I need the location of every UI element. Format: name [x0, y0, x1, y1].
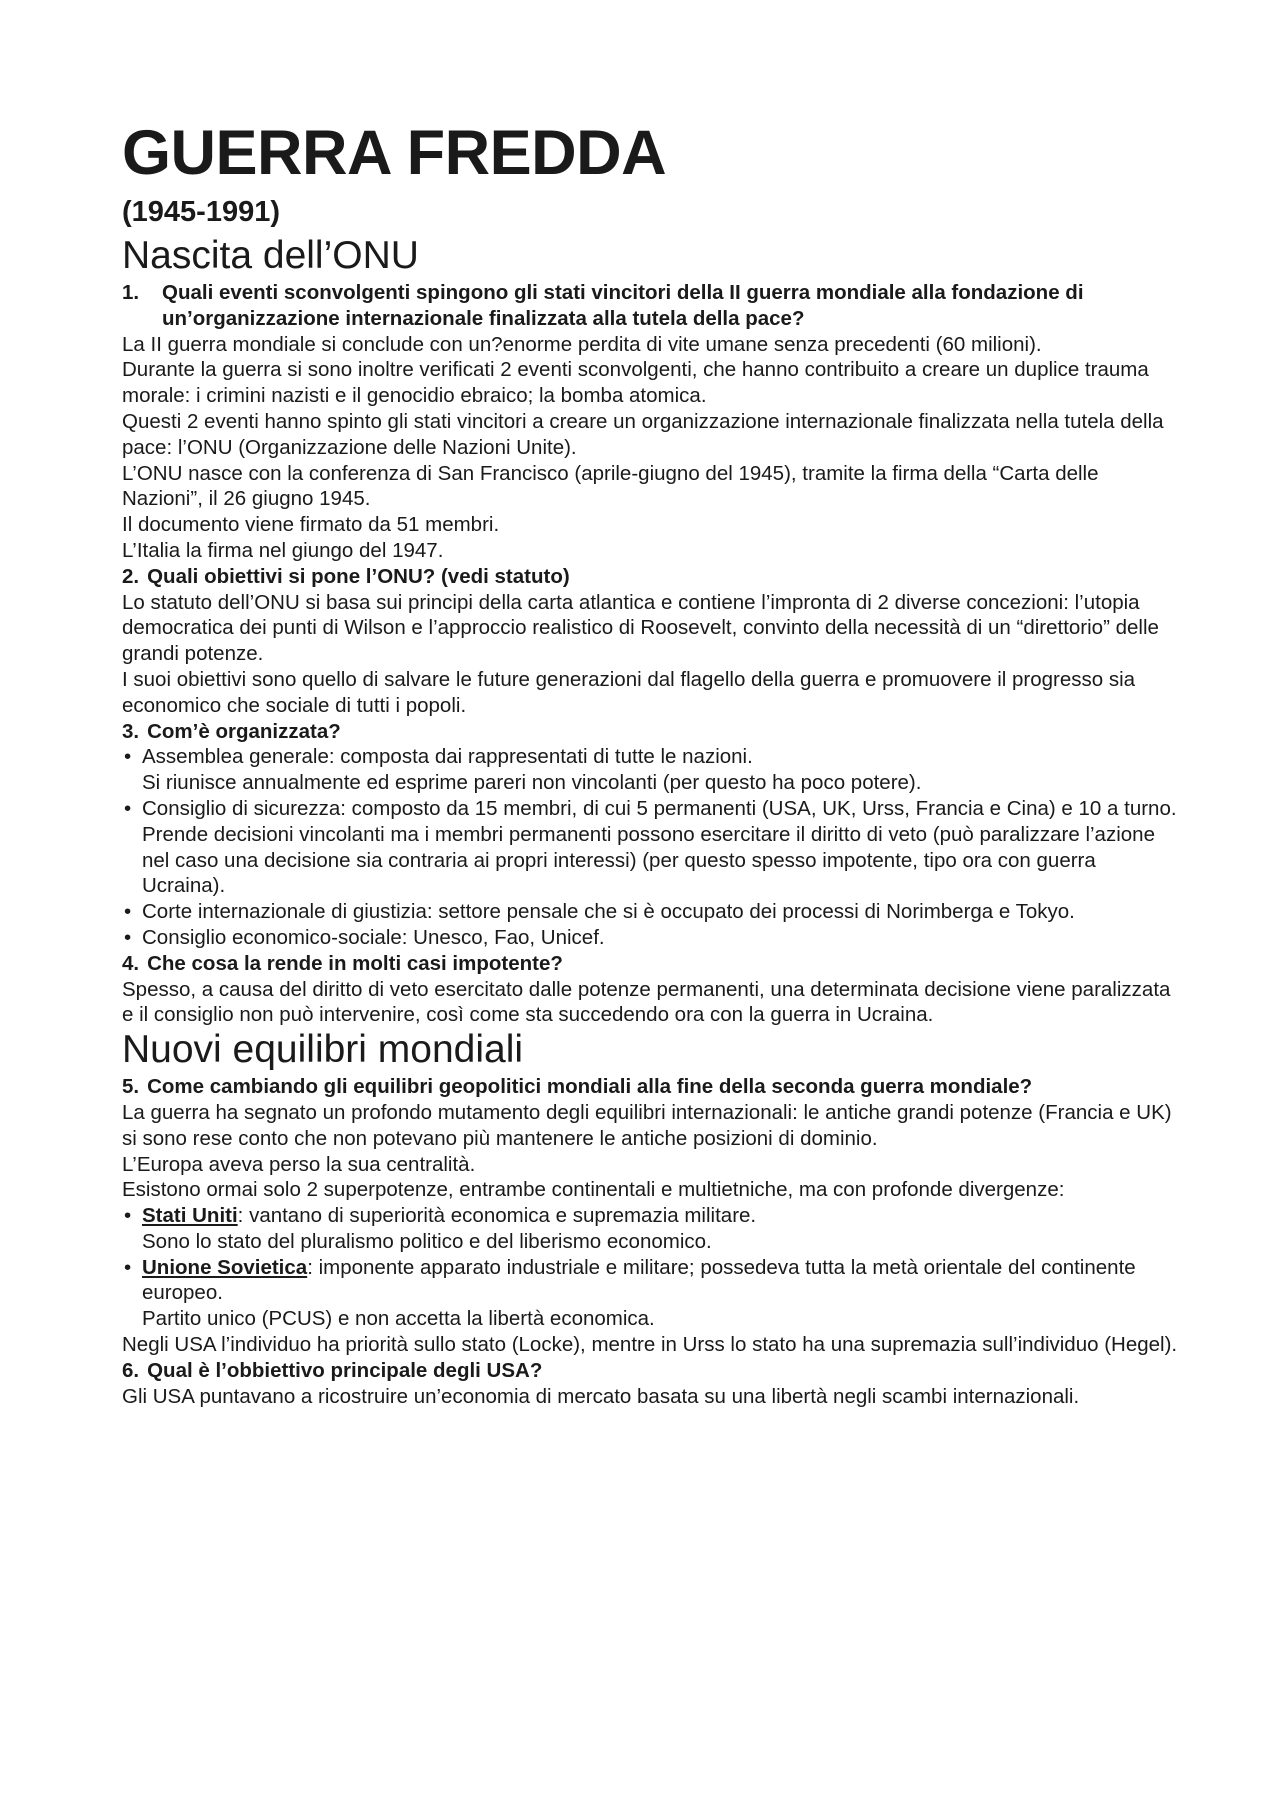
paragraph: Esistono ormai solo 2 superpotenze, entrambe continentali e multietniche, ma con profonde divergenze: — [122, 1178, 1065, 1202]
document-dates: (1945-1991) — [122, 196, 280, 228]
question-6 — [122, 1358, 1180, 1384]
paragraph: La guerra ha segnato un profondo mutamento degli equilibri internazionali: le antiche grandi potenze (Francia e UK) si sono rese conto che non potevano più mantenere le antiche posizioni di dominio. — [122, 1100, 1172, 1150]
list-item-detail: Prende decisioni vincolanti ma i membri permanenti possono esercitare il diritto di veto (può paralizzare l’azione nel caso una decisione sia contraria ai propri interessi) (per questo spesso impotente, tipo ora con guerra Ucraina). — [142, 822, 1155, 898]
list-item — [122, 925, 1180, 951]
question-5 — [122, 1074, 1180, 1100]
paragraph: Spesso, a causa del diritto di veto esercitato dalle potenze permanenti, una determinata decisione viene paralizzata e il consiglio non può intervenire, così come sta succedendo ora con la guerra in Ucraina. — [122, 977, 1171, 1027]
question-number: 2. — [122, 564, 140, 588]
term-description: : vantano di superiorità economica e supremazia militare. — [237, 1204, 757, 1228]
question-4 — [122, 951, 1180, 977]
paragraph: L’Europa aveva perso la sua centralità. — [122, 1152, 476, 1176]
list-item — [122, 796, 1180, 899]
question-number: 1. — [122, 281, 140, 304]
question-text: Che cosa la rende in molti casi impotente? — [147, 951, 563, 975]
list-item-text — [142, 1203, 1180, 1229]
paragraph: Durante la guerra si sono inoltre verificati 2 eventi sconvolgenti, che hanno contribuito a creare un duplice trauma morale: i crimini nazisti e il genocidio ebraico; la bomba atomica. — [122, 358, 1149, 408]
question-number: 4. — [122, 951, 140, 975]
paragraph: L’ONU nasce con la conferenza di San Francisco (aprile-giugno del 1945), tramite la firma della “Carta delle Nazioni”, il 26 giugno 1945. — [122, 461, 1099, 511]
list-item — [122, 1255, 1180, 1332]
term-stati-uniti: Stati Uniti — [142, 1204, 238, 1228]
organs-list — [122, 744, 1180, 950]
question-text: Quali eventi sconvolgenti spingono gli stati vincitori della II guerra mondiale alla fondazione di un’organizzazione internazionale finalizzata alla tutela della pace? — [162, 281, 1084, 330]
paragraph: Questi 2 eventi hanno spinto gli stati vincitori a creare un organizzazione internazionale finalizzata nella tutela della pace: l’ONU (Organizzazione delle Nazioni Unite). — [122, 409, 1164, 459]
question-text: Come cambiando gli equilibri geopolitici mondiali alla fine della seconda guerra mondiale? — [147, 1075, 1033, 1099]
paragraph: La II guerra mondiale si conclude con un?enorme perdita di vite umane senza precedenti (60 milioni). — [122, 332, 1042, 356]
question-number: 3. — [122, 719, 140, 743]
list-item-detail: Sono lo stato del pluralismo politico e del liberismo economico. — [142, 1229, 712, 1253]
list-item-text: • Consiglio economico-sociale: Unesco, Fao, Unicef. — [142, 925, 605, 949]
list-item — [122, 899, 1180, 925]
paragraph: L’Italia la firma nel giungo del 1947. — [122, 538, 444, 562]
document-title: GUERRA FREDDA — [122, 118, 667, 188]
list-item-text: • Consiglio di sicurezza: composto da 15 membri, di cui 5 permanenti (USA, UK, Urss, Francia e Cina) e 10 a turno. — [142, 796, 1177, 820]
question-text: Com’è organizzata? — [147, 719, 341, 743]
term-unione-sovietica: Unione Sovietica — [142, 1255, 308, 1279]
superpowers-list — [122, 1203, 1180, 1332]
paragraph: Il documento viene firmato da 51 membri. — [122, 513, 500, 537]
question-text: Qual è l’obbiettivo principale degli USA? — [147, 1358, 543, 1382]
list-item-text: • Assemblea generale: composta dai rappresentati di tutte le nazioni. — [142, 745, 753, 769]
section-heading-equilibri: Nuovi equilibri mondiali — [122, 1028, 524, 1072]
paragraph: Lo statuto dell’ONU si basa sui principi della carta atlantica e contiene l’impronta di 2 diverse concezioni: l’utopia democratica dei punti di Wilson e l’approccio realistico di Roosevelt, convinto della necessità di un “direttorio” delle grandi potenze. — [122, 590, 1159, 666]
list-item-text: • Corte internazionale di giustizia: settore pensale che si è occupato dei processi di Norimberga e Tokyo. — [142, 900, 1075, 924]
question-number: 5. — [122, 1075, 140, 1099]
question-2 — [122, 564, 1180, 590]
list-item-detail: Partito unico (PCUS) e non accetta la libertà economica. — [142, 1307, 655, 1331]
paragraph: I suoi obiettivi sono quello di salvare le future generazioni dal flagello della guerra e promuovere il progresso sia economico che sociale di tutti i popoli. — [122, 667, 1136, 717]
section-heading-onu: Nascita dell’ONU — [122, 234, 419, 277]
question-3 — [122, 719, 1180, 745]
question-number: 6. — [122, 1358, 140, 1382]
list-item-detail: Si riunisce annualmente ed esprime pareri non vincolanti (per questo ha poco potere). — [142, 771, 922, 795]
list-item-text — [142, 1255, 1180, 1307]
question-text: Quali obiettivi si pone l’ONU? (vedi statuto) — [147, 564, 570, 588]
list-item — [122, 1203, 1180, 1255]
term-description: : imponente apparato industriale e militare; possedeva tutta la metà orientale del continente europeo. — [142, 1255, 1136, 1305]
paragraph: Gli USA puntavano a ricostruire un’economia di mercato basata su una libertà negli scambi internazionali. — [122, 1384, 1080, 1408]
question-1 — [122, 280, 1180, 332]
paragraph: Negli USA l’individuo ha priorità sullo stato (Locke), mentre in Urss lo stato ha una supremazia sull’individuo (Hegel). — [122, 1333, 1178, 1357]
list-item — [122, 744, 1180, 796]
